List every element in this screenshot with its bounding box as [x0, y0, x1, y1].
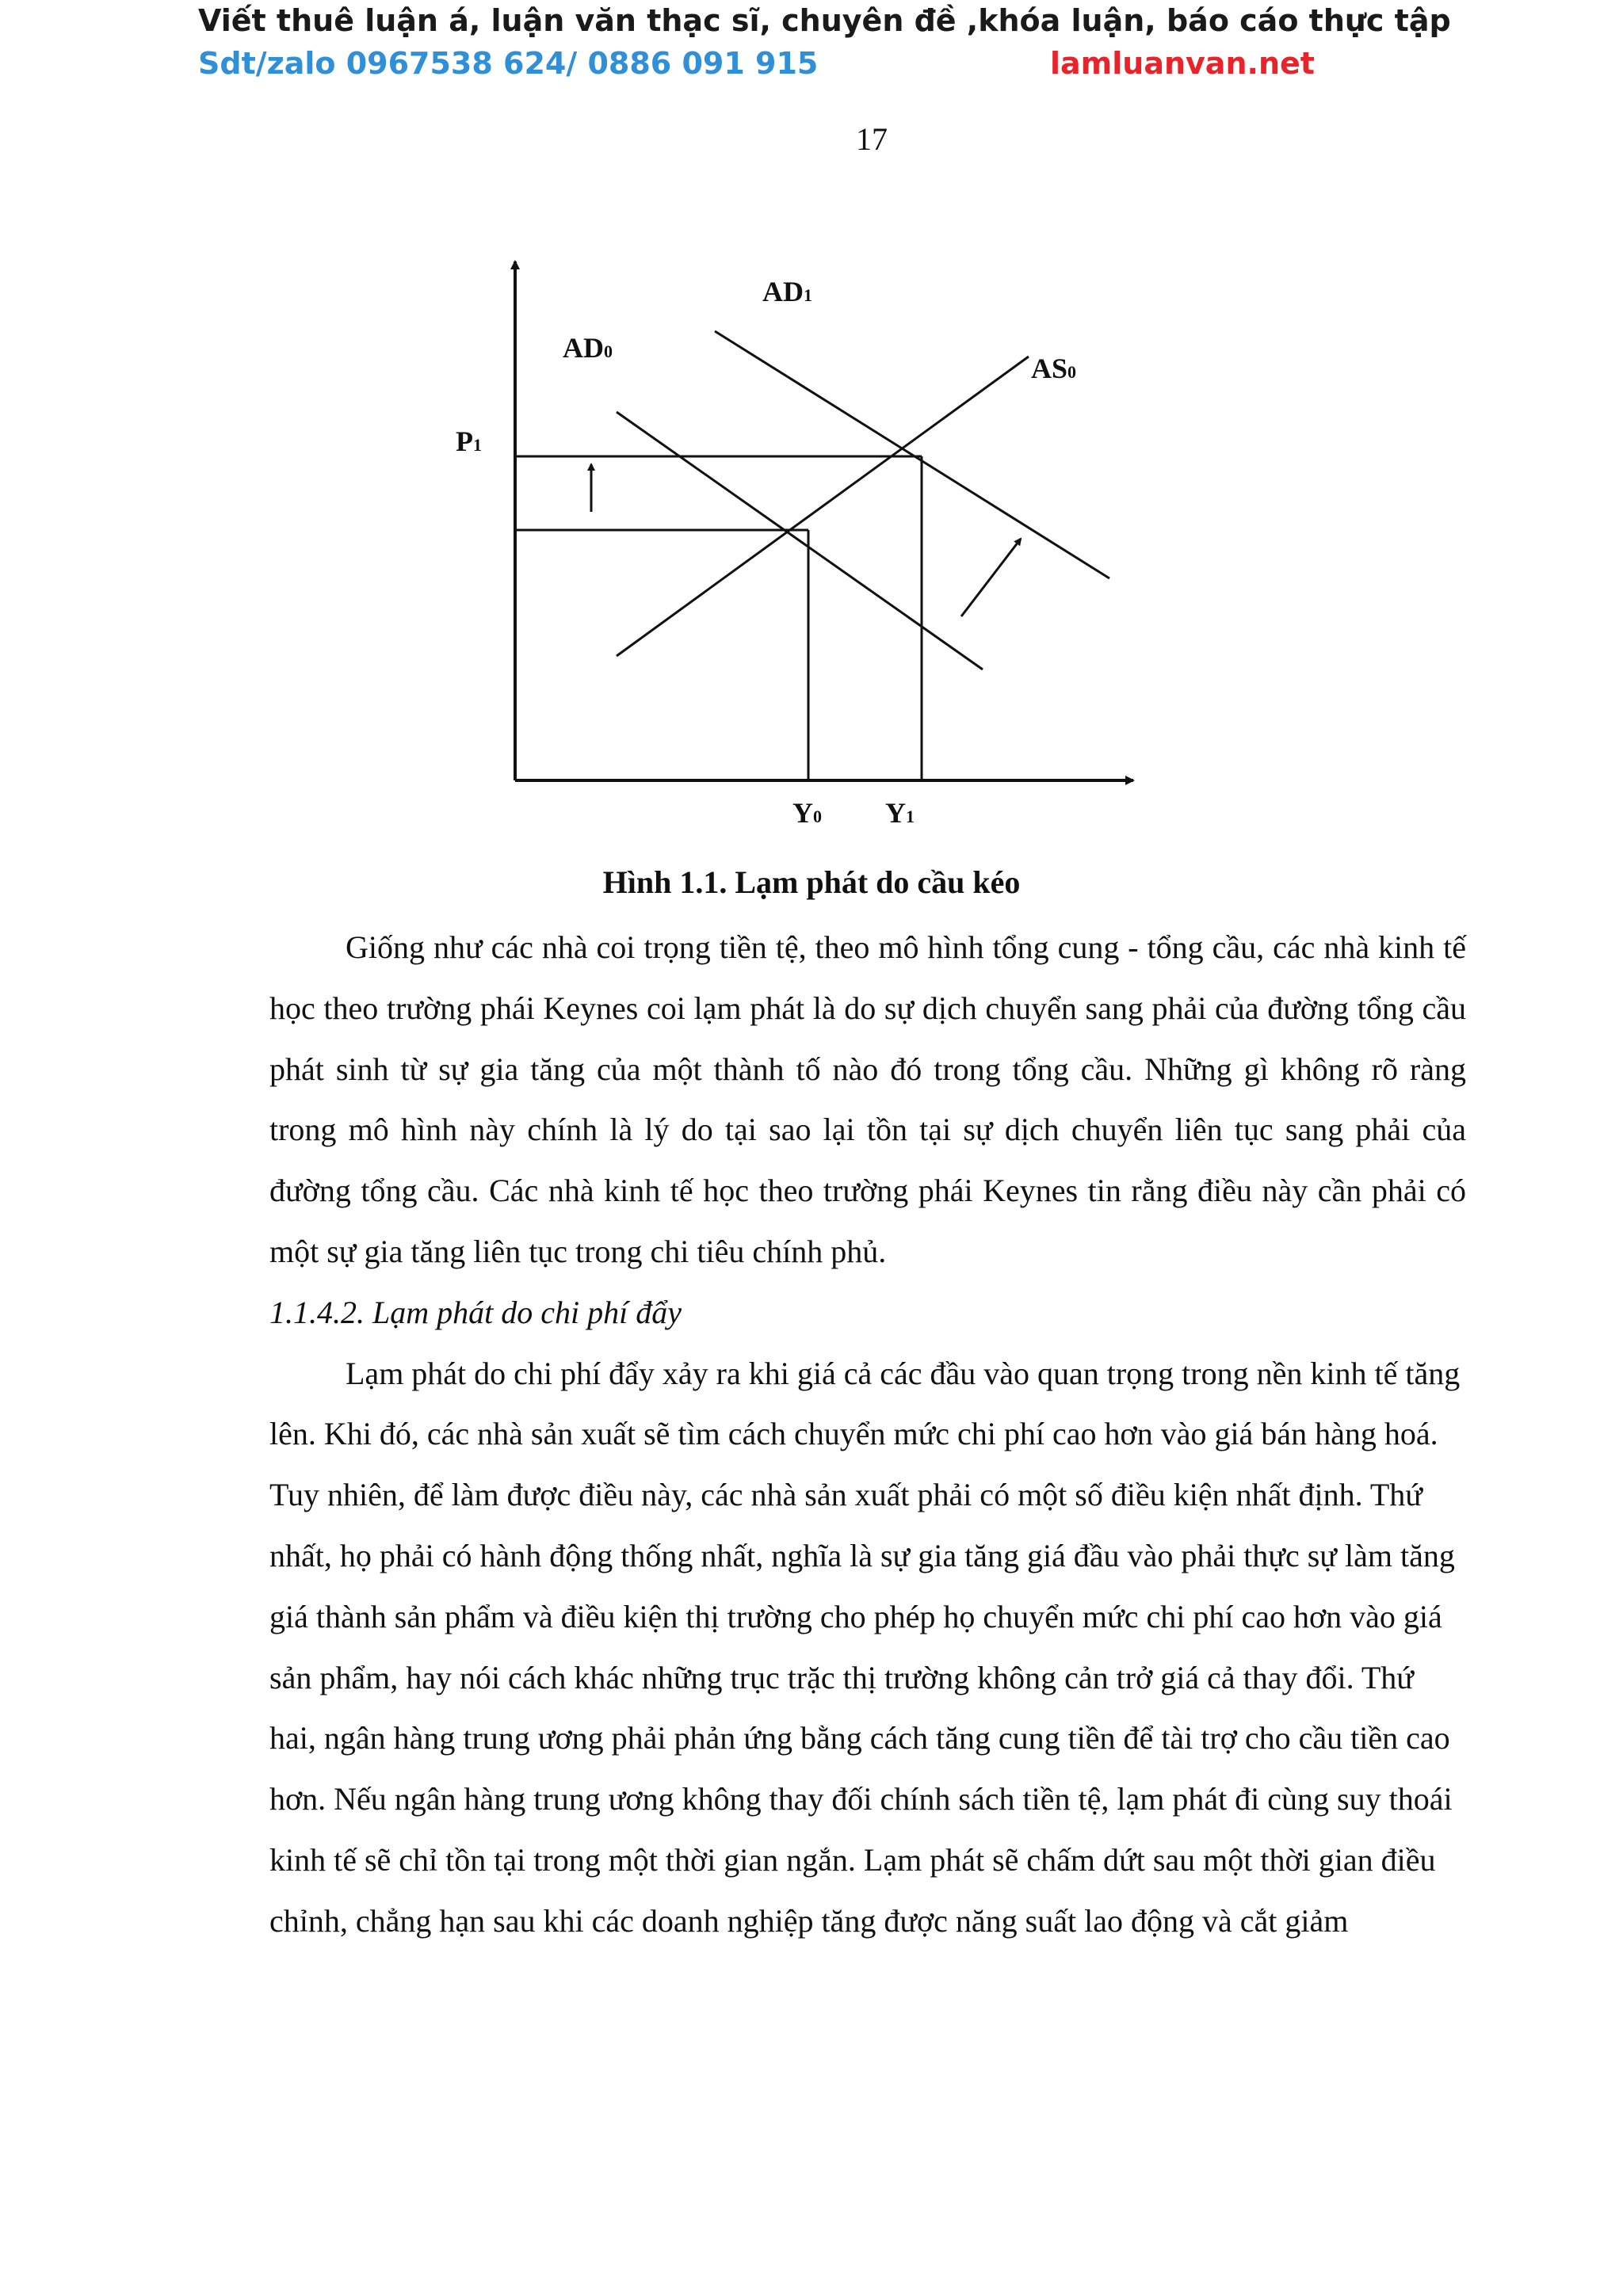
banner-site-link[interactable]: lamluanvan.net	[1050, 46, 1315, 81]
paragraph: Lạm phát do chi phí đẩy xảy ra khi giá cả các đầu vào quan trọng trong nền kinh tế tăng lên. Khi đó, các nhà sản xuất sẽ tìm cách chuyển mức chi phí cao hơn vào giá bán hàng hoá. Tuy nhiên, để làm được điều này, các nhà sản xuất phải có một số điều kiện nhất định. Thứ nhất, họ phải có hành động thống nhất, nghĩa là sự gia tăng giá đầu vào phải thực sự làm tăng giá thành sản phẩm và điều kiện thị trường cho phép họ chuyển mức chi phí cao hơn vào giá sản phẩm, hay nói cách khác những trục trặc thị trường không cản trở giá cả thay đổi. Thứ hai, ngân hàng trung ương phải phản ứng bằng cách tăng cung tiền để tài trợ cho cầu tiền cao hơn. Nếu ngân hàng trung ương không thay đối chính sách tiền tệ, lạm phát đi cùng suy thoái kinh tế sẽ chỉ tồn tại trong một thời gian ngắn. Lạm phát sẽ chấm dứt sau một thời gian điều chỉnh, chẳng hạn sau khi các doanh nghiệp tăng được năng suất lao động và cắt giảm	[269, 1355, 1461, 1939]
ad1-label: AD1	[762, 276, 812, 307]
page-number: 17	[856, 121, 888, 157]
banner-title: Viết thuê luận á, luận văn thạc sĩ, chuyên đề ,khóa luận, báo cáo thực tập	[198, 3, 1451, 38]
as0-label: AS0	[1031, 353, 1077, 384]
p1-label: P1	[456, 425, 482, 457]
ad0-label: AD0	[563, 332, 613, 364]
body-text	[269, 917, 1466, 1952]
section-heading: 1.1.4.2. Lạm phát do chi phí đẩy	[269, 1294, 682, 1330]
y1-label: Y1	[885, 797, 915, 829]
figure-caption: Hình 1.1. Lạm phát do cầu kéo	[602, 864, 1021, 900]
figure-diagram	[0, 0, 1623, 856]
ad0-curve	[617, 412, 983, 669]
y0-label: Y0	[792, 797, 822, 829]
paragraph: Giống như các nhà coi trọng tiền tệ, theo mô hình tổng cung - tổng cầu, các nhà kinh tế học theo trường phái Keynes coi lạm phát là do sự dịch chuyển sang phải của đường tổng cầu phát sinh từ sự gia tăng của một thành tố nào đó trong tổng cầu. Những gì không rõ ràng trong mô hình này chính là lý do tại sao lại tồn tại sự dịch chuyển liên tục sang phải của đường tổng cầu. Các nhà kinh tế học theo trường phái Keynes tin rằng điều này cần phải có một sự gia tăng liên tục trong chi tiêu chính phủ.	[269, 929, 1466, 1269]
demand-shift-arrow-icon	[961, 539, 1021, 616]
banner-phone: Sdt/zalo 0967538 624/ 0886 091 915	[198, 46, 819, 81]
figure-demand-pull-inflation	[0, 0, 1623, 856]
